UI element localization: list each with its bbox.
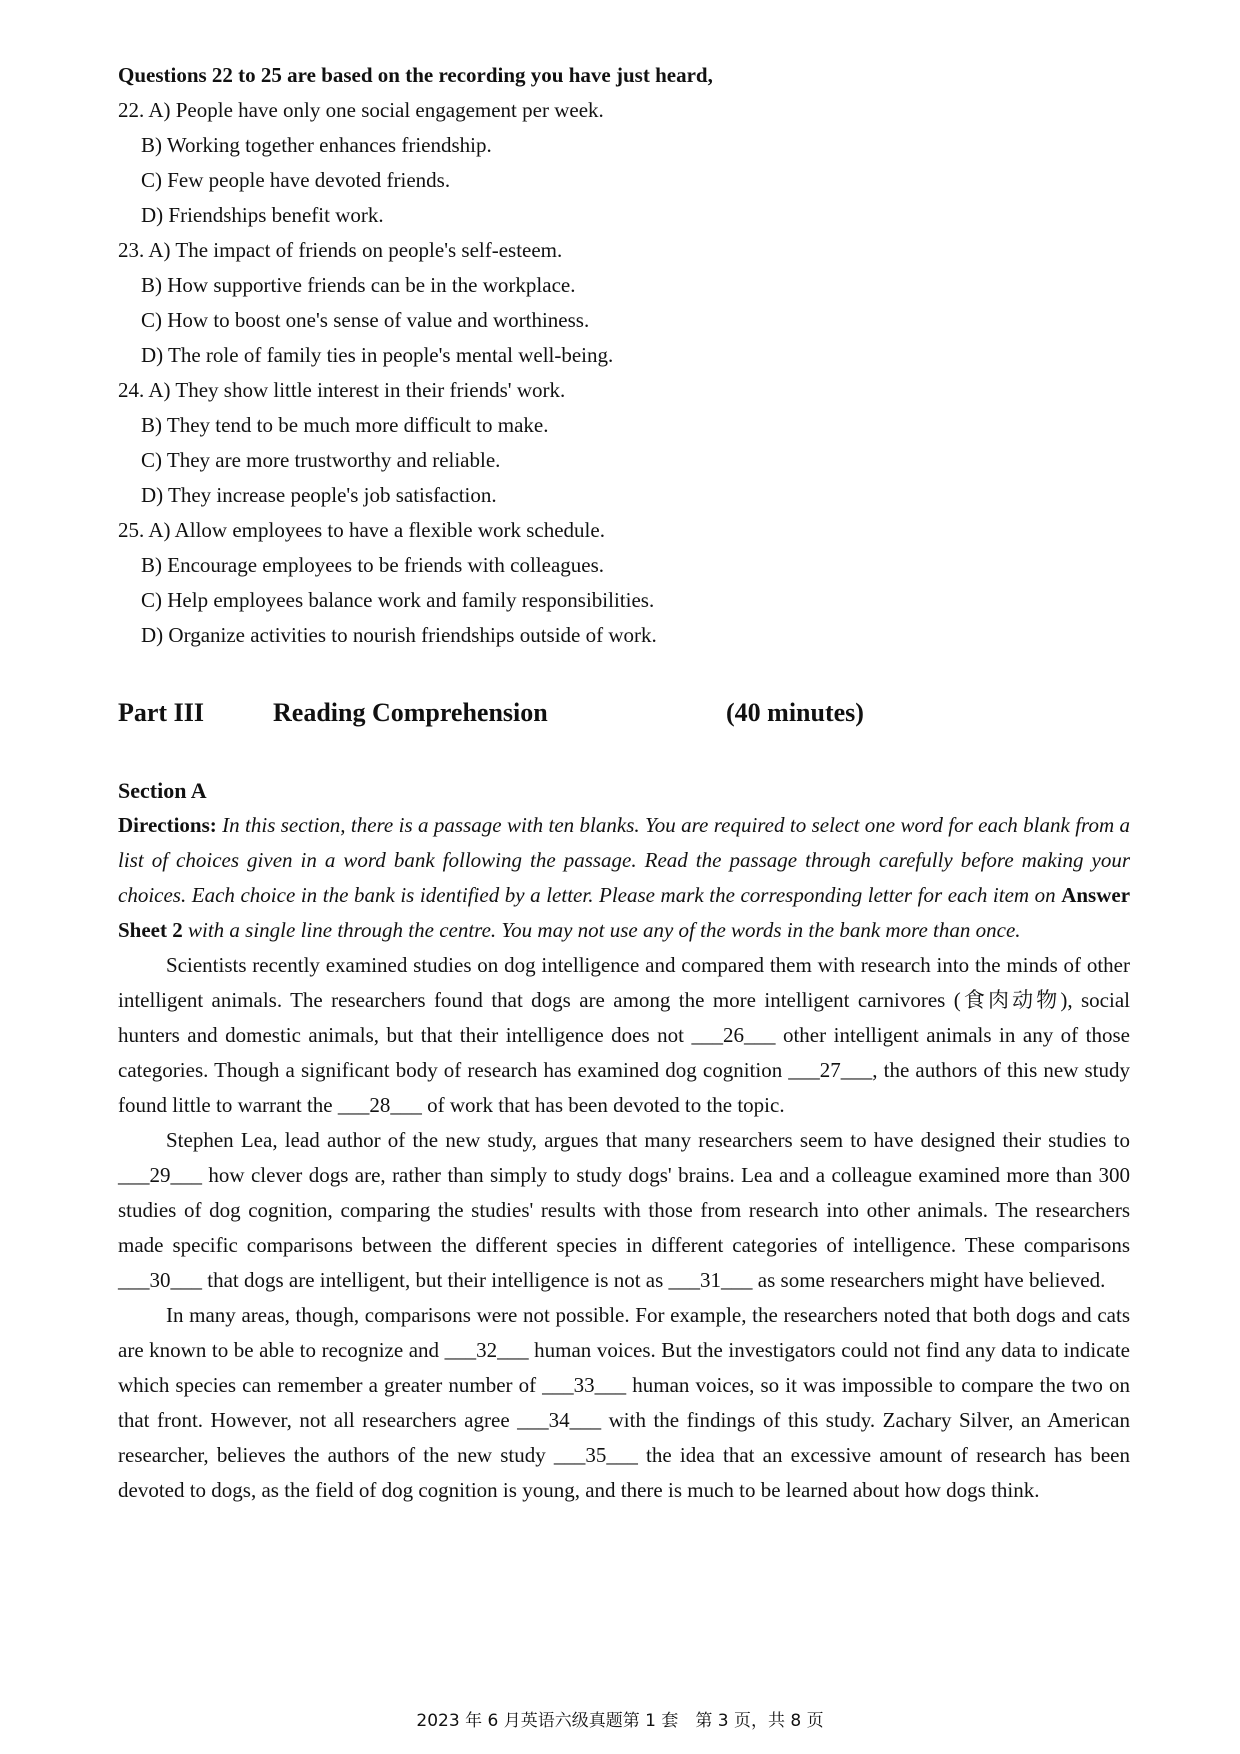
option-line: C) Few people have devoted friends.	[141, 168, 451, 192]
question-line: 24. A) They show little interest in their friends' work.	[118, 378, 566, 402]
directions-text-end: with a single line through the centre. You may not use any of the words in the bank more than once.	[188, 918, 1021, 942]
option-line: C) How to boost one's sense of value and worthiness.	[141, 308, 590, 332]
question-22	[118, 93, 1130, 233]
question-24	[118, 373, 1130, 513]
question-line: 23. A) The impact of friends on people's self-esteem.	[118, 238, 563, 262]
part-number: Part III	[118, 698, 204, 727]
directions	[118, 808, 1130, 948]
questions-heading: Questions 22 to 25 are based on the recording you have just heard,	[118, 63, 713, 87]
option-line: B) How supportive friends can be in the workplace.	[141, 273, 576, 297]
passage-paragraph-1: Scientists recently examined studies on dog intelligence and compared them with research into the minds of other intelligent animals. The researchers found that dogs are among the more intelligent carnivores (食肉动物), social hunters and domestic animals, but that their intelligence does not ___26___ other intelligent animals in any of those categories. Though a significant body of research has examined dog cognition ___27___, the authors of this new study found little to warrant the ___28___ of work that has been devoted to the topic.	[118, 953, 1130, 1117]
question-line: 22. A) People have only one social engagement per week.	[118, 98, 604, 122]
option-line: C) They are more trustworthy and reliable.	[141, 448, 501, 472]
part-title	[118, 693, 1130, 733]
option-line: D) Organize activities to nourish friendships outside of work.	[141, 623, 657, 647]
option-line: D) The role of family ties in people's mental well-being.	[141, 343, 614, 367]
option-line: C) Help employees balance work and family responsibilities.	[141, 588, 655, 612]
page-footer: 2023 年 6 月英语六级真题第 1 套 第 3 页，共 8 页	[416, 1711, 824, 1731]
answer-sheet-ref: Answer Sheet 2	[118, 883, 1131, 942]
exam-page	[118, 58, 1130, 1508]
option-line: B) Working together enhances friendship.	[141, 133, 492, 157]
option-line: D) Friendships benefit work.	[141, 203, 384, 227]
section-title: Section A	[118, 778, 207, 803]
part-name: Reading Comprehension	[273, 698, 548, 727]
option-line: B) Encourage employees to be friends with colleagues.	[141, 553, 605, 577]
part-time: (40 minutes)	[726, 698, 864, 727]
passage-paragraph-2: Stephen Lea, lead author of the new study, argues that many researchers seem to have designed their studies to ___29___ how clever dogs are, rather than simply to study dogs' brains. Lea and a colleague examined more than 300 studies of dog cognition, comparing the studies' results with those from research into other animals. The researchers made specific comparisons between the different species in different categories of intelligence. These comparisons ___30___ that dogs are intelligent, but their intelligence is not as ___31___ as some researchers might have believed.	[118, 1128, 1130, 1292]
passage-paragraph-3: In many areas, though, comparisons were not possible. For example, the researchers noted that both dogs and cats are known to be able to recognize and ___32___ human voices. But the investigators could not find any data to indicate which species can remember a greater number of ___33___ human voices, so it was impossible to compare the two on that front. However, not all researchers agree ___34___ with the findings of this study. Zachary Silver, an American researcher, believes the authors of the new study ___35___ the idea that an excessive amount of research has been devoted to dogs, as the field of dog cognition is young, and there is much to be learned about how dogs think.	[118, 1303, 1130, 1502]
directions-label: Directions:	[118, 813, 217, 837]
question-25	[118, 513, 1130, 653]
option-line: D) They increase people's job satisfaction.	[141, 483, 497, 507]
option-line: B) They tend to be much more difficult to make.	[141, 413, 549, 437]
question-23	[118, 233, 1130, 373]
directions-text: In this section, there is a passage with ten blanks. You are required to select one word for each blank from a list of choices given in a word bank following the passage. Read the passage through carefully before making your choices. Each choice in the bank is identified by a letter. Please mark the corresponding letter for each item on	[118, 813, 1130, 907]
question-line: 25. A) Allow employees to have a flexible work schedule.	[118, 518, 605, 542]
